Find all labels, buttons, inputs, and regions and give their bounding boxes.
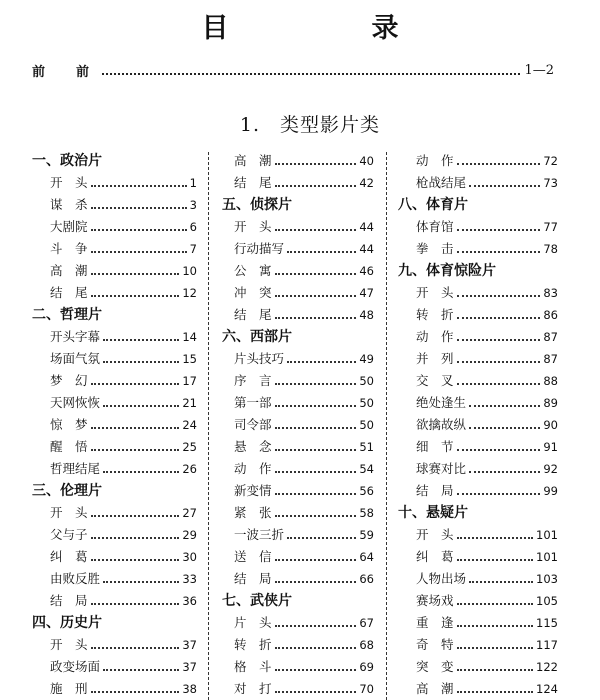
leader-dots [457,487,541,495]
entry-title: 动 作 [416,153,454,168]
toc-entry[interactable] [398,392,558,414]
entry-page-number: 50 [359,396,374,410]
entry-page-number: 58 [359,506,374,520]
leader-dots [469,465,540,473]
leader-dots [275,509,357,517]
entry-page-number: 72 [543,154,558,168]
entry-page-number: 73 [543,176,558,190]
entry-title: 转 折 [416,307,454,322]
toc-entry[interactable] [32,414,197,436]
leader-dots [469,179,540,187]
category-heading: 十、悬疑片 [398,505,468,521]
entry-title: 结 尾 [50,285,88,300]
toc-entry[interactable] [32,436,197,458]
toc-column-2 [222,150,374,700]
leader-dots [91,179,187,187]
leader-dots [91,641,180,649]
leader-dots [275,641,357,649]
entry-title: 公 寓 [234,263,272,278]
toc-entry[interactable] [398,656,558,678]
toc-entry[interactable] [32,524,197,546]
entry-title: 开 头 [50,505,88,520]
entry-page-number: 6 [189,220,197,234]
entry-title: 开 头 [234,219,272,234]
entry-page-number: 46 [359,264,374,278]
toc-entry[interactable] [398,612,558,634]
toc-entry[interactable] [222,458,374,480]
leader-dots [91,685,180,693]
entry-title: 并 列 [416,351,454,366]
entry-page-number: 90 [543,418,558,432]
entry-page-number: 49 [359,352,374,366]
entry-page-number: 91 [543,440,558,454]
entry-page-number: 24 [182,418,197,432]
toc-entry[interactable] [222,414,374,436]
entry-title: 冲 突 [234,285,272,300]
leader-dots [287,531,356,539]
toc-entry[interactable] [222,634,374,656]
entry-page-number: 38 [182,682,197,696]
leader-dots [275,553,357,561]
leader-dots [275,399,357,407]
toc-entry[interactable] [398,458,558,480]
leader-dots [457,619,534,627]
entry-page-number: 7 [189,242,197,256]
entry-page-number: 83 [543,286,558,300]
leader-dots [91,377,180,385]
leader-dots [469,399,540,407]
leader-dots [457,157,541,165]
toc-entry[interactable] [222,216,374,238]
toc-entry[interactable] [32,216,197,238]
entry-page-number: 70 [359,682,374,696]
leader-dots [91,421,180,429]
toc-entry[interactable] [398,524,558,546]
category-heading: 三、伦理片 [32,483,102,499]
entry-title: 悬 念 [234,439,272,454]
toc-entry[interactable] [32,370,197,392]
toc-entry[interactable] [222,656,374,678]
entry-title: 结 局 [234,571,272,586]
toc-entry[interactable] [398,238,558,260]
entry-title: 第一部 [234,395,272,410]
toc-entry[interactable] [222,480,374,502]
entry-page-number: 87 [543,352,558,366]
toc-entry[interactable] [32,634,197,656]
entry-title: 动 作 [234,461,272,476]
entry-page-number: 88 [543,374,558,388]
toc-entry[interactable] [398,348,558,370]
leader-dots [103,575,179,583]
toc-entry[interactable] [32,348,197,370]
entry-title: 天网恢恢 [50,395,101,410]
entry-title: 高 潮 [50,263,88,278]
entry-title: 纠 葛 [416,549,454,564]
entry-page-number: 27 [182,506,197,520]
leader-dots [275,289,357,297]
entry-page-number: 67 [359,616,374,630]
entry-page-number: 117 [536,638,558,652]
category-heading: 一、政治片 [32,153,102,169]
entry-page-number: 29 [182,528,197,542]
toc-entry[interactable] [398,436,558,458]
leader-dots [275,443,357,451]
preface-pages: 1—2 [524,62,554,78]
toc-entry[interactable] [32,172,197,194]
leader-dots [275,663,357,671]
leader-dots [469,421,540,429]
entry-page-number: 12 [182,286,197,300]
toc-entry[interactable] [398,216,558,238]
leader-dots [275,619,357,627]
toc-column-1 [32,150,197,700]
toc-entry[interactable] [398,568,558,590]
leader-dots [457,223,541,231]
leader-dots [91,553,180,561]
category-heading: 五、侦探片 [222,197,292,213]
entry-title: 行动描写 [234,241,285,256]
entry-page-number: 15 [182,352,197,366]
entry-page-number: 89 [543,396,558,410]
entry-title: 高 潮 [416,681,454,696]
toc-entry[interactable] [398,282,558,304]
leader-dots [287,245,356,253]
leader-dots [275,267,357,275]
entry-title: 结 尾 [234,307,272,322]
toc-entry[interactable] [32,282,197,304]
leader-dots [103,355,179,363]
leader-dots [91,289,180,297]
toc-entry[interactable] [222,568,374,590]
preface-entry[interactable] [32,60,554,80]
entry-title: 大剧院 [50,219,88,234]
leader-dots [91,223,187,231]
entry-title: 赛场戏 [416,593,454,608]
leader-dots [457,355,541,363]
entry-title: 政变场面 [50,659,101,674]
entry-title: 动 作 [416,329,454,344]
column-divider [208,152,209,700]
entry-page-number: 33 [182,572,197,586]
toc-entry[interactable] [222,150,374,172]
entry-title: 送 信 [234,549,272,564]
toc-entry[interactable] [398,678,558,700]
leader-dots [457,663,534,671]
entry-page-number: 101 [536,550,558,564]
entry-page-number: 69 [359,660,374,674]
entry-title: 紧 张 [234,505,272,520]
leader-dots [103,333,179,341]
entry-page-number: 99 [543,484,558,498]
entry-page-number: 105 [536,594,558,608]
section-title: 1. 类型影片类 [239,114,381,136]
entry-title: 细 节 [416,439,454,454]
entry-title: 梦 幻 [50,373,88,388]
toc-entry[interactable] [398,480,558,502]
category-heading: 六、西部片 [222,329,292,345]
entry-page-number: 59 [359,528,374,542]
entry-title: 斗 争 [50,241,88,256]
entry-title: 开 头 [50,637,88,652]
leader-dots [457,333,541,341]
entry-page-number: 48 [359,308,374,322]
toc-entry[interactable] [398,326,558,348]
entry-page-number: 10 [182,264,197,278]
toc-entry[interactable] [222,260,374,282]
entry-title: 纠 葛 [50,549,88,564]
toc-entry[interactable] [32,656,197,678]
entry-page-number: 77 [543,220,558,234]
column-divider [386,152,387,700]
entry-page-number: 92 [543,462,558,476]
toc-entry[interactable] [32,678,197,700]
entry-page-number: 37 [182,660,197,674]
entry-title: 片头技巧 [234,351,285,366]
entry-title: 人物出场 [416,571,467,586]
leader-dots [275,179,357,187]
entry-page-number: 50 [359,374,374,388]
toc-entry[interactable] [222,304,374,326]
entry-page-number: 25 [182,440,197,454]
toc-entry[interactable] [32,194,197,216]
entry-title: 哲理结尾 [50,461,101,476]
entry-page-number: 87 [543,330,558,344]
toc-entry[interactable] [222,502,374,524]
entry-title: 对 打 [234,681,272,696]
leader-dots [457,685,534,693]
leader-dots [91,201,187,209]
leader-dots [457,245,541,253]
entry-page-number: 17 [182,374,197,388]
entry-title: 谋 杀 [50,197,88,212]
toc-entry[interactable] [398,172,558,194]
entry-title: 拳 击 [416,241,454,256]
leader-dots [102,65,520,75]
leader-dots [103,663,179,671]
toc-entry[interactable] [32,326,197,348]
toc-entry[interactable] [222,678,374,700]
toc-entry[interactable] [32,238,197,260]
toc-entry[interactable] [222,370,374,392]
entry-page-number: 44 [359,242,374,256]
toc-entry[interactable] [398,590,558,612]
leader-dots [469,575,533,583]
entry-title: 开 头 [416,285,454,300]
entry-title: 施 刑 [50,681,88,696]
toc-entry[interactable] [222,172,374,194]
entry-title: 由败反胜 [50,571,101,586]
leader-dots [275,465,357,473]
toc-entry[interactable] [32,392,197,414]
toc-entry[interactable] [222,546,374,568]
preface-label: 前 前 [32,64,99,80]
toc-entry[interactable] [398,370,558,392]
leader-dots [275,487,357,495]
entry-page-number: 21 [182,396,197,410]
entry-page-number: 56 [359,484,374,498]
entry-title: 转 折 [234,637,272,652]
category-heading: 七、武侠片 [222,593,292,609]
entry-page-number: 36 [182,594,197,608]
toc-entry[interactable] [32,568,197,590]
leader-dots [103,465,179,473]
toc-entry[interactable] [398,150,558,172]
entry-page-number: 44 [359,220,374,234]
entry-page-number: 30 [182,550,197,564]
entry-page-number: 47 [359,286,374,300]
leader-dots [91,267,180,275]
leader-dots [457,531,534,539]
entry-title: 欲擒故纵 [416,417,467,432]
toc-entry[interactable] [222,392,374,414]
entry-page-number: 40 [359,154,374,168]
toc-entry[interactable] [398,546,558,568]
entry-title: 司令部 [234,417,272,432]
entry-title: 结 局 [416,483,454,498]
category-heading: 四、历史片 [32,615,102,631]
toc-entry[interactable] [32,260,197,282]
entry-title: 高 潮 [234,153,272,168]
entry-title: 片 头 [234,615,272,630]
leader-dots [91,509,180,517]
leader-dots [275,223,357,231]
entry-page-number: 54 [359,462,374,476]
entry-page-number: 51 [359,440,374,454]
entry-title: 交 叉 [416,373,454,388]
leader-dots [91,443,180,451]
entry-title: 突 变 [416,659,454,674]
entry-page-number: 86 [543,308,558,322]
toc-entry[interactable] [222,612,374,634]
leader-dots [275,377,357,385]
toc-entry[interactable] [398,304,558,326]
entry-page-number: 101 [536,528,558,542]
toc-entry[interactable] [32,546,197,568]
toc-entry[interactable] [222,282,374,304]
entry-title: 开 头 [416,527,454,542]
entry-page-number: 68 [359,638,374,652]
entry-title: 惊 梦 [50,417,88,432]
leader-dots [91,531,180,539]
toc-entry[interactable] [222,238,374,260]
toc-entry[interactable] [222,436,374,458]
entry-title: 枪战结尾 [416,175,467,190]
leader-dots [275,685,357,693]
entry-title: 结 局 [50,593,88,608]
page-title: 目 录 [201,13,457,44]
leader-dots [457,289,541,297]
entry-page-number: 66 [359,572,374,586]
leader-dots [457,377,541,385]
toc-entry[interactable] [398,414,558,436]
category-heading: 八、体育片 [398,197,468,213]
leader-dots [457,641,534,649]
leader-dots [275,311,357,319]
entry-page-number: 1 [189,176,197,190]
toc-entry[interactable] [222,524,374,546]
leader-dots [103,399,179,407]
toc-column-3 [398,150,558,700]
entry-page-number: 78 [543,242,558,256]
entry-title: 父与子 [50,527,88,542]
entry-page-number: 14 [182,330,197,344]
toc-entry[interactable] [398,634,558,656]
entry-title: 新变情 [234,483,272,498]
entry-page-number: 122 [536,660,558,674]
toc-entry[interactable] [222,348,374,370]
leader-dots [275,575,357,583]
entry-title: 序 言 [234,373,272,388]
entry-page-number: 64 [359,550,374,564]
leader-dots [91,245,187,253]
entry-page-number: 26 [182,462,197,476]
entry-title: 场面气氛 [50,351,101,366]
entry-title: 体育馆 [416,219,454,234]
entry-title: 格 斗 [234,659,272,674]
leader-dots [457,553,534,561]
entry-page-number: 124 [536,682,558,696]
entry-title: 球赛对比 [416,461,467,476]
leader-dots [457,443,541,451]
entry-title: 重 逢 [416,615,454,630]
leader-dots [275,157,357,165]
entry-title: 绝处逢生 [416,395,467,410]
entry-title: 一波三折 [234,527,285,542]
entry-page-number: 3 [189,198,197,212]
category-heading: 九、体育惊险片 [398,263,496,279]
toc-entry[interactable] [32,502,197,524]
entry-page-number: 42 [359,176,374,190]
entry-title: 开 头 [50,175,88,190]
toc-entry[interactable] [32,590,197,612]
toc-entry[interactable] [32,458,197,480]
entry-title: 醒 悟 [50,439,88,454]
leader-dots [275,421,357,429]
entry-page-number: 37 [182,638,197,652]
entry-title: 开头字幕 [50,329,101,344]
entry-title: 结 尾 [234,175,272,190]
leader-dots [457,311,541,319]
category-heading: 二、哲理片 [32,307,102,323]
entry-page-number: 50 [359,418,374,432]
entry-title: 奇 特 [416,637,454,652]
leader-dots [287,355,356,363]
leader-dots [457,597,534,605]
entry-page-number: 115 [536,616,558,630]
leader-dots [91,597,180,605]
entry-page-number: 103 [536,572,558,586]
